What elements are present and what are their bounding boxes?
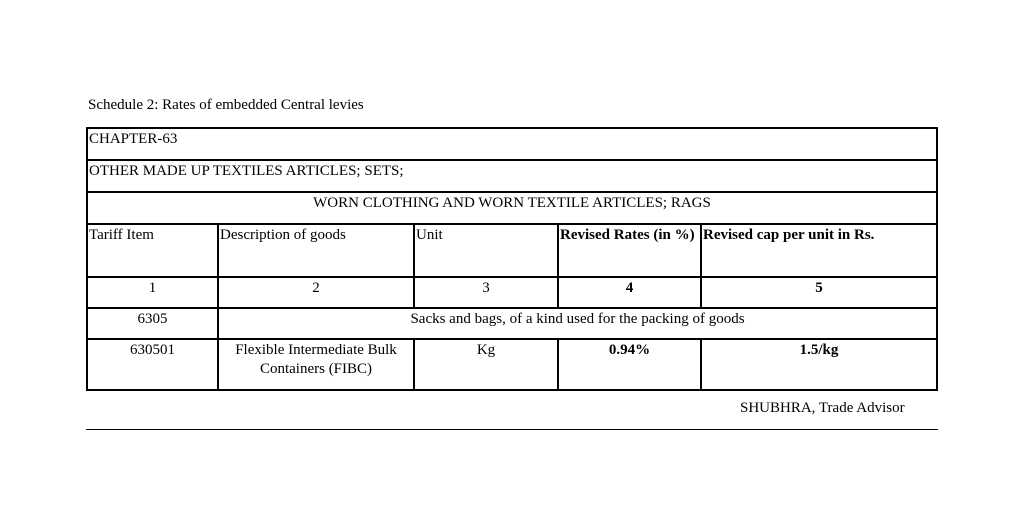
chapter-desc: OTHER MADE UP TEXTILES ARTICLES; SETS;: [87, 160, 937, 192]
chapter-subdesc-row: [87, 192, 937, 224]
column-number: 5: [701, 277, 937, 308]
header-description: Description of goods: [218, 224, 414, 277]
row-cap: 1.5/kg: [701, 339, 937, 390]
header-revised-rates: Revised Rates (in %): [558, 224, 701, 277]
column-number: 1: [87, 277, 218, 308]
row-unit: Kg: [414, 339, 558, 390]
chapter-subdesc: WORN CLOTHING AND WORN TEXTILE ARTICLES; RAGS: [87, 192, 937, 224]
chapter-label: CHAPTER-63: [87, 128, 937, 160]
schedule-title: Schedule 2: Rates of embedded Central levies: [88, 97, 364, 113]
footer-signature: SHUBHRA, Trade Advisor: [740, 400, 905, 416]
table-row: [87, 339, 937, 390]
column-number: 3: [414, 277, 558, 308]
header-row: [87, 224, 937, 277]
row-description-line1: Flexible Intermediate Bulk: [235, 342, 397, 358]
heading-tariff-item: 6305: [87, 308, 218, 339]
row-rate: 0.94%: [558, 339, 701, 390]
row-description-line2: Containers (FIBC): [259, 361, 373, 377]
heading-description: Sacks and bags, of a kind used for the packing of goods: [218, 308, 937, 339]
column-number: 2: [218, 277, 414, 308]
header-unit: Unit: [414, 224, 558, 277]
row-description: [218, 339, 414, 390]
footer-divider: [86, 429, 938, 430]
chapter-desc-row: [87, 160, 937, 192]
chapter-row: [87, 128, 937, 160]
heading-row: [87, 308, 937, 339]
header-revised-cap: Revised cap per unit in Rs.: [701, 224, 937, 277]
column-number-row: [87, 277, 937, 308]
column-number: 4: [558, 277, 701, 308]
header-tariff-item: Tariff Item: [87, 224, 218, 277]
levies-table: [86, 127, 938, 391]
row-tariff-item: 630501: [87, 339, 218, 390]
